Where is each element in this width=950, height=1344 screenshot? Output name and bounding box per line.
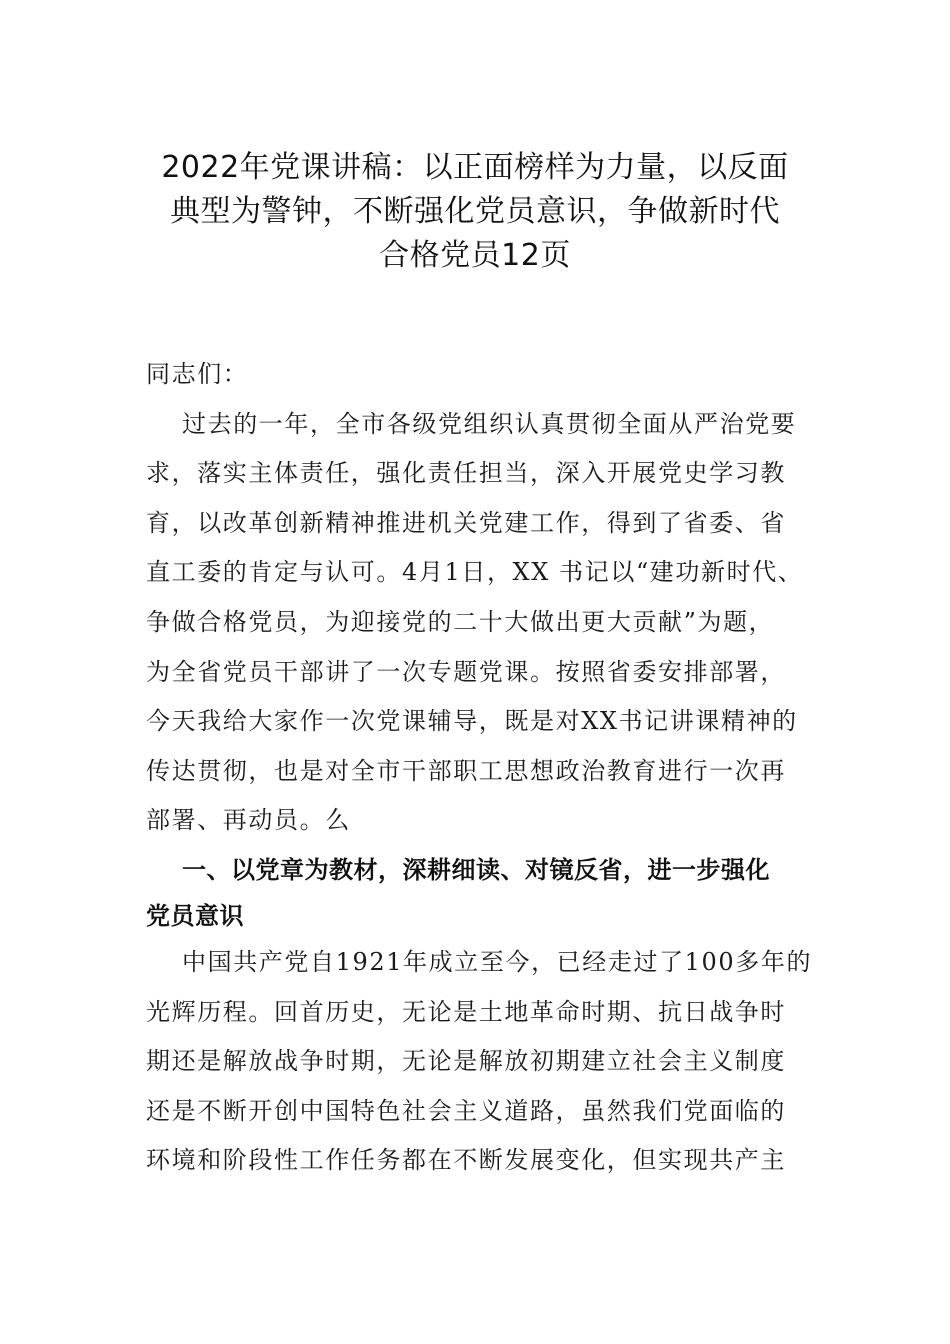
paragraph-line: 传达贯彻，也是对全市干部职工思想政治教育进行一次再 (146, 756, 786, 785)
paragraph-line: 中国共产党自1921年成立至今，已经走过了100多年的 (182, 947, 813, 976)
document-title (130, 146, 820, 278)
paragraph-line: 今天我给大家作一次党课辅导，既是对XX书记讲课精神的 (146, 707, 798, 736)
paragraph-line: 求，落实主体责任，强化责任担当，深入开展党史学习教 (146, 459, 786, 488)
document-body (146, 356, 846, 1192)
paragraph-line: 环境和阶段性工作任务都在不断发展变化，但实现共产主 (146, 1146, 786, 1175)
paragraph-line: 过去的一年，全市各级党组织认真贯彻全面从严治党要 (182, 409, 797, 438)
heading-line: 党员意识 (146, 901, 244, 930)
section-heading-1 (146, 852, 846, 944)
paragraph-line: 为全省党员干部讲了一次专题党课。按照省委安排部署， (146, 657, 786, 686)
paragraph-line: 光辉历程。回首历史，无论是土地革命时期、抗日战争时 (146, 997, 786, 1026)
paragraph-1 (146, 406, 846, 852)
paragraph-line: 争做合格党员，为迎接党的二十大做出更大贡献”为题， (146, 607, 775, 636)
paragraph-line: 部署、再动员。么 (146, 806, 351, 835)
paragraph-line: 直工委的肯定与认可。4月1日，XX 书记以“建功新时代、 (146, 558, 804, 587)
salutation: 同志们： (146, 360, 249, 388)
title-line: 2022年党课讲稿：以正面榜样为力量，以反面 (161, 150, 789, 185)
title-line: 合格党员12页 (379, 238, 571, 273)
paragraph-line: 育，以改革创新精神推进机关党建工作，得到了省委、省 (146, 508, 786, 537)
paragraph-line: 还是不断开创中国特色社会主义道路，虽然我们党面临的 (146, 1096, 786, 1125)
heading-line: 一、以党章为教材，深耕细读、对镜反省，进一步强化 (182, 855, 770, 884)
paragraph-2 (146, 944, 846, 1192)
title-line: 典型为警钟，不断强化党员意识，争做新时代 (170, 194, 780, 229)
paragraph-line: 期还是解放战争时期，无论是解放初期建立社会主义制度 (146, 1047, 786, 1076)
